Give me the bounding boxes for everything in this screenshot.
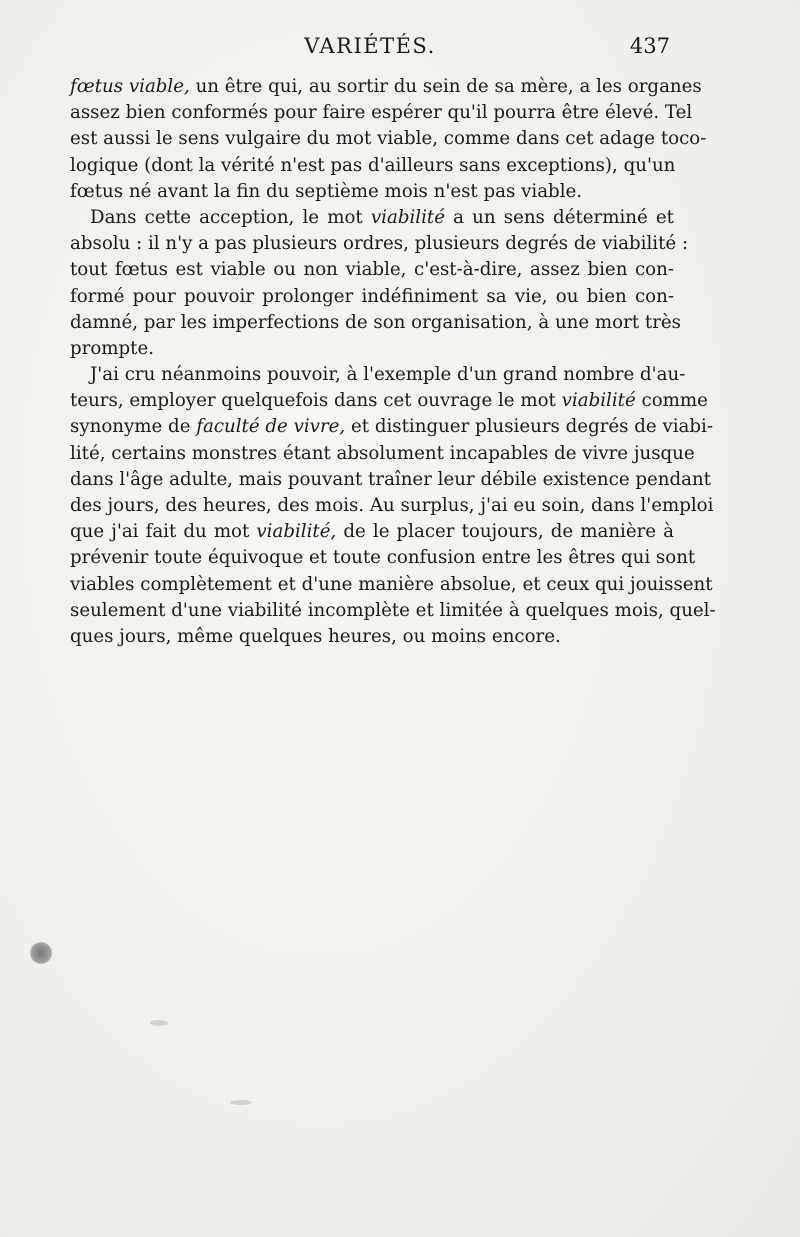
text-run: logique (dont la vérité n'est pas d'ailleurs sans exceptions), qu'un (70, 154, 676, 176)
italic-text: faculté de vivre, (196, 416, 346, 438)
text-run: des jours, des heures, des mois. Au surplus, j'ai eu soin, dans l'emploi (70, 495, 714, 516)
text-run: que j'ai fait du mot (70, 521, 257, 543)
text-line (70, 572, 713, 598)
text-line (70, 519, 674, 545)
text-line (70, 179, 674, 205)
paragraph-2 (70, 205, 689, 362)
text-line (70, 493, 714, 519)
italic-text: viabilité (561, 390, 636, 412)
text-line (70, 362, 686, 388)
italic-text: fœtus viable, (70, 76, 190, 97)
text-line (70, 414, 714, 440)
text-line (70, 336, 674, 362)
page-number: 437 (629, 34, 670, 58)
text-line (70, 100, 693, 126)
text-run: damné, par les imperfections de son organisation, à une mort très (70, 311, 682, 333)
text-run: prévenir toute équivoque et toute confusion entre les êtres qui sont (70, 547, 696, 569)
paragraph-3 (70, 362, 716, 650)
text-line (70, 126, 707, 152)
smudge-mark (230, 1100, 252, 1105)
text-line (70, 310, 682, 336)
text-run: lité, certains monstres étant absolument incapables de vivre jusque (70, 442, 695, 464)
smudge-mark (150, 1020, 168, 1026)
text-run: viables complètement et d'une manière absolue, et ceux qui jouissent (70, 573, 713, 595)
italic-text: viabilité, (256, 521, 337, 543)
text-run: formé pour pouvoir prolonger indéfiniment sa vie, ou bien con- (70, 285, 674, 307)
text-line (70, 231, 689, 257)
text-run: tout fœtus est viable ou non viable, c'est-à-dire, assez bien con- (70, 259, 674, 281)
text-line (70, 545, 696, 571)
text-line (70, 74, 702, 100)
text-run: absolu : il n'y a pas plusieurs ordres, plusieurs degrés de viabilité : (70, 233, 689, 255)
text-line (70, 284, 674, 310)
text-run: fœtus né avant la fin du septième mois n'est pas viable. (70, 180, 583, 202)
text-run: a un sens déterminé et (445, 206, 674, 228)
text-run: de le placer toujours, de manière à (336, 521, 674, 543)
italic-text: viabilité (370, 206, 445, 228)
text-run: synonyme de (70, 416, 197, 438)
text-run: assez bien conformés pour faire espérer qu'il pourra être élevé. Tel (70, 102, 693, 124)
text-run: ques jours, même quelques heures, ou moins encore. (70, 625, 561, 647)
body-text (70, 74, 716, 650)
text-line (70, 205, 674, 231)
text-run: est aussi le sens vulgaire du mot viable, comme dans cet adage toco- (70, 128, 707, 150)
text-run: comme (635, 390, 708, 412)
text-run: prompte. (70, 337, 155, 359)
text-line (70, 598, 716, 624)
text-line (70, 257, 674, 283)
text-line (70, 467, 711, 493)
text-run: J'ai cru néanmoins pouvoir, à l'exemple d'un grand nombre d'au- (90, 364, 686, 386)
text-run: un être qui, au sortir du sein de sa mère, a les organes (189, 76, 702, 97)
text-line (70, 388, 708, 414)
running-title: VARIÉTÉS. (304, 34, 436, 58)
ink-spot-mark (30, 942, 52, 964)
text-line (70, 441, 695, 467)
text-run: dans l'âge adulte, mais pouvant traîner leur débile existence pendant (70, 468, 711, 490)
text-line (70, 624, 674, 650)
text-run: teurs, employer quelquefois dans cet ouvrage le mot (70, 390, 562, 412)
text-run: et distinguer plusieurs degrés de viabi- (345, 416, 714, 438)
paragraph-1 (70, 74, 707, 205)
page-header (70, 34, 670, 64)
text-line (70, 153, 674, 179)
text-run: Dans cette acception, le mot (90, 206, 371, 228)
text-run: seulement d'une viabilité incomplète et limitée à quelques mois, quel- (70, 599, 716, 621)
